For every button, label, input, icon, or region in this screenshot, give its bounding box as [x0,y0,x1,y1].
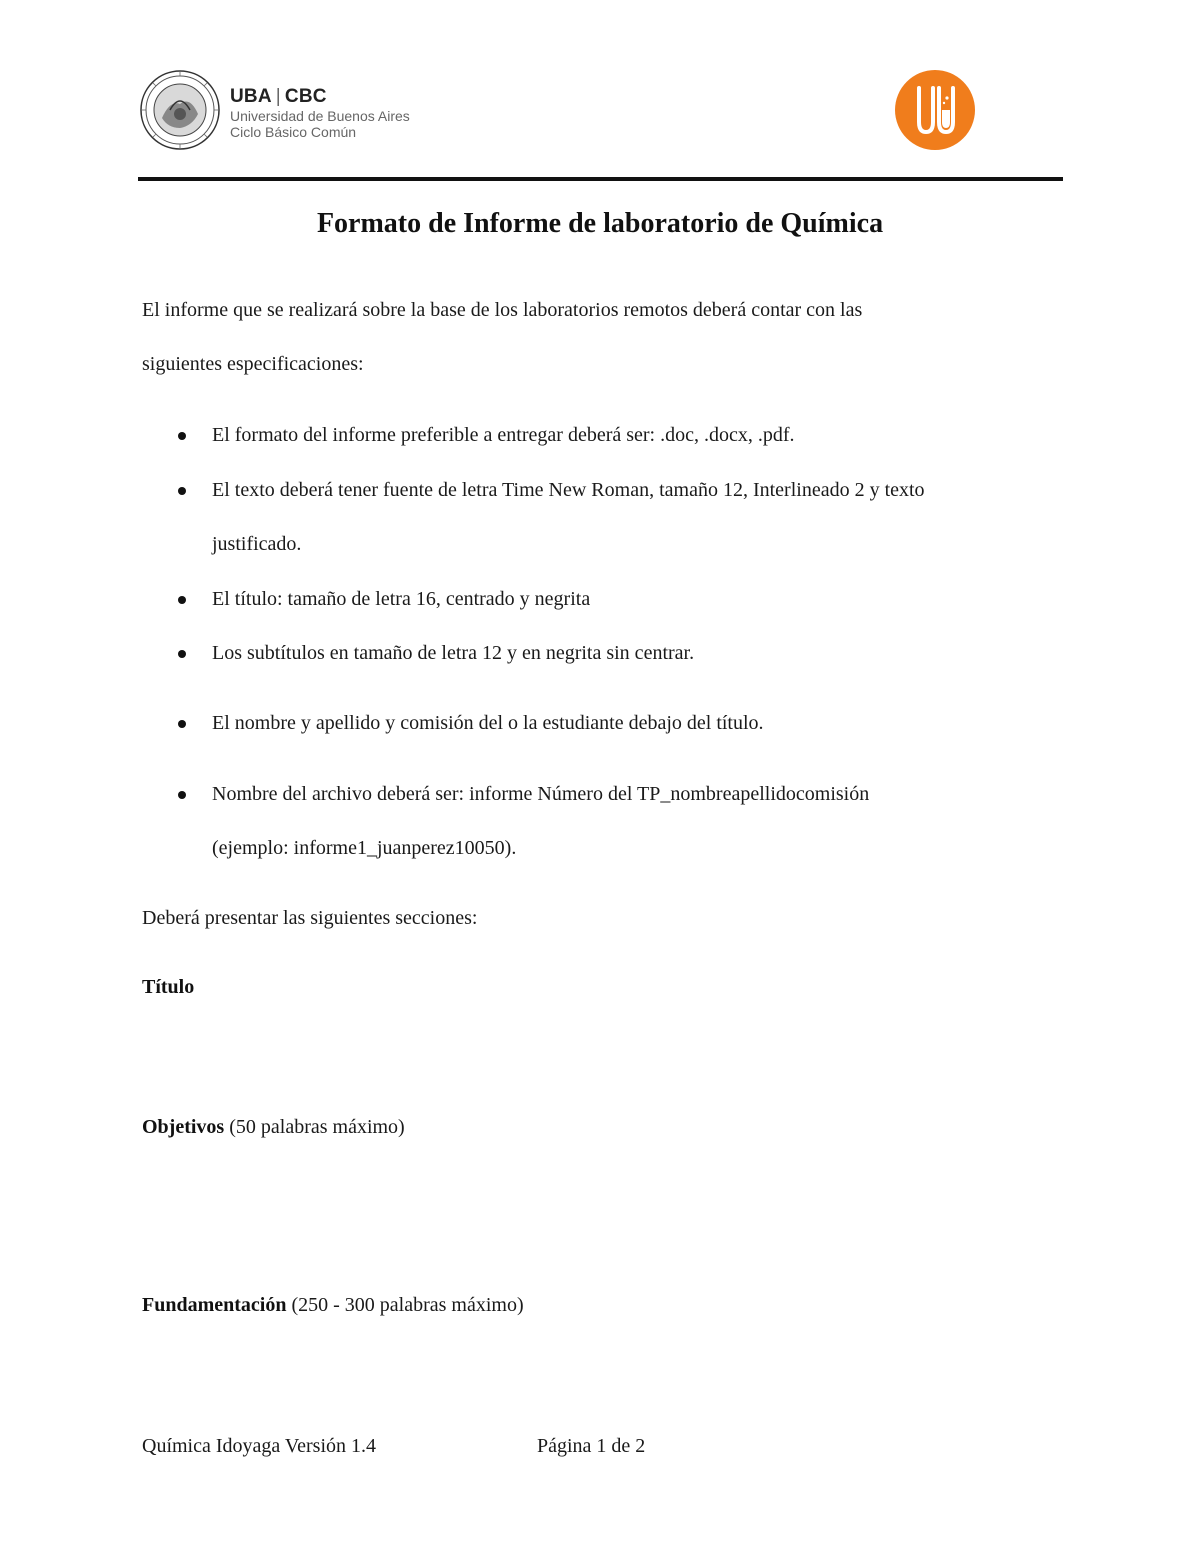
section-heading: Fundamentación [142,1294,287,1316]
bullet-icon [178,432,186,440]
section-heading: Título [142,976,195,998]
uba-brand-label: UBA [230,86,272,107]
section-heading: Objetivos [142,1116,225,1138]
bullet-icon [178,650,186,658]
bullet-icon [178,791,186,799]
uba-seal-logo [140,70,220,150]
cycle-name: Ciclo Básico Común [230,124,357,140]
section-fundamentacion [142,1293,524,1317]
uba-cbc-wordmark: UBA | CBC Universidad de Buenos Aires Ciclo Básico Común [230,86,410,140]
sections-intro: Deberá presentar las siguientes secciones: [142,907,478,929]
bullet-icon [178,596,186,604]
document-title: Formato de Informe de laboratorio de Química [316,208,884,239]
footer-page-number: Página 1 de 2 [537,1435,646,1457]
intro-line-1: El informe que se realizará sobre la base de los laboratorios remotos deberá contar con las [142,299,863,321]
spec-item-1: El formato del informe preferible a entregar deberá ser: .doc, .docx, .pdf. [212,424,795,446]
spec-item-4: Los subtítulos en tamaño de letra 12 y en negrita sin centrar. [212,642,695,664]
section-note: (250 - 300 palabras máximo) [286,1294,524,1316]
header-divider [138,177,1063,181]
spec-item-3: El título: tamaño de letra 16, centrado y negrita [212,588,591,610]
test-tubes-icon [895,70,975,150]
intro-line-2: siguientes especificaciones: [142,353,364,375]
footer-version: Química Idoyaga Versión 1.4 [142,1435,377,1457]
section-objetivos [142,1115,405,1139]
spec-item-6-continued: (ejemplo: informe1_juanperez10050). [212,837,517,859]
university-name: Universidad de Buenos Aires [230,108,410,124]
spec-item-6: Nombre del archivo deberá ser: informe Número del TP_nombreapellidocomisión [212,783,870,805]
bullet-icon [178,720,186,728]
cbc-brand-label: CBC [284,86,327,107]
spec-item-2-continued: justificado. [212,533,302,555]
spec-item-5: El nombre y apellido y comisión del o la estudiante debajo del título. [212,712,764,734]
spec-item-2: El texto deberá tener fuente de letra Time New Roman, tamaño 12, Interlineado 2 y texto [212,479,925,501]
bullet-icon [178,487,186,495]
section-titulo [142,975,194,999]
section-note: (50 palabras máximo) [224,1116,405,1138]
